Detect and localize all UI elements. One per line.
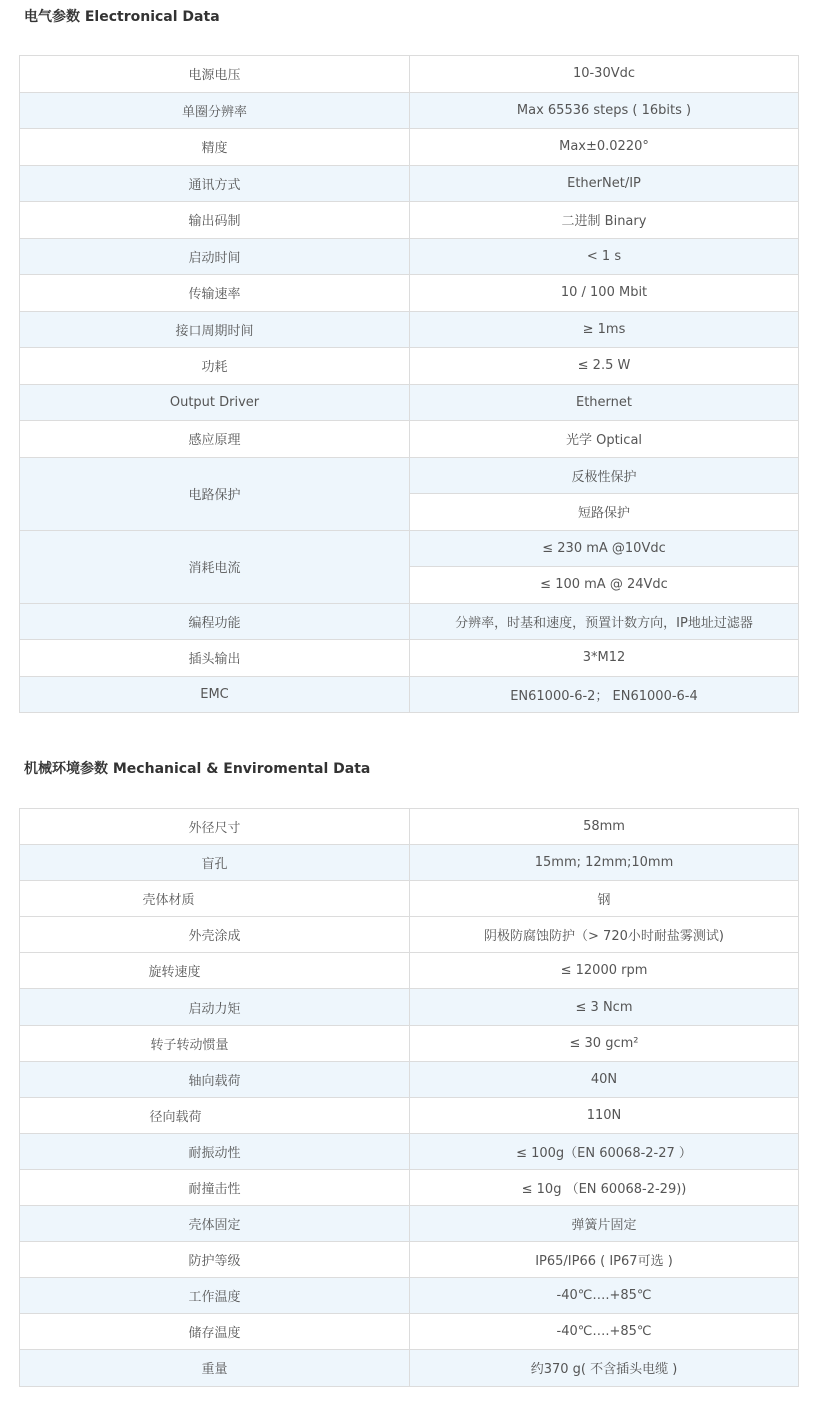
spec-value: 光学 Optical — [410, 421, 799, 458]
spec-value: 钢 — [410, 881, 799, 917]
spec-value: -40℃….+85℃ — [410, 1314, 799, 1350]
spec-value: 弹簧片固定 — [410, 1206, 799, 1242]
table-row — [20, 238, 799, 275]
spec-value: 110N — [410, 1097, 799, 1133]
spec-value: ≤ 12000 rpm — [410, 953, 799, 989]
mechanical-spec-table — [19, 808, 799, 1387]
electrical-section-title: 电气参数 Electronical Data — [24, 9, 220, 25]
table-row — [20, 129, 799, 166]
electrical-spec-table — [19, 55, 799, 713]
table-row — [20, 953, 799, 989]
spec-label: 输出码制 — [20, 202, 410, 239]
spec-label: 单圈分辨率 — [20, 92, 410, 129]
table-row — [20, 989, 799, 1025]
spec-label: 重量 — [20, 1350, 410, 1386]
spec-label: Output Driver — [20, 384, 410, 421]
table-row — [20, 421, 799, 458]
table-row — [20, 1242, 799, 1278]
spec-label: 编程功能 — [20, 603, 410, 640]
spec-label: 耐振动性 — [20, 1133, 410, 1169]
spec-label: 外径尺寸 — [20, 809, 410, 845]
table-row — [20, 165, 799, 202]
table-row — [20, 1025, 799, 1061]
spec-label: 插头输出 — [20, 640, 410, 677]
spec-value: EtherNet/IP — [410, 165, 799, 202]
spec-value: ≤ 100g（EN 60068-2-27 ） — [410, 1133, 799, 1169]
table-row — [20, 275, 799, 312]
table-row — [20, 676, 799, 713]
spec-label: 防护等级 — [20, 1242, 410, 1278]
spec-label: 旋转速度 — [20, 953, 410, 989]
spec-label: 通讯方式 — [20, 165, 410, 202]
table-row — [20, 457, 799, 494]
spec-label: 精度 — [20, 129, 410, 166]
table-row — [20, 845, 799, 881]
spec-label: 感应原理 — [20, 421, 410, 458]
spec-value: 约370 g( 不含插头电缆 ) — [410, 1350, 799, 1386]
table-row — [20, 1097, 799, 1133]
spec-label: 启动时间 — [20, 238, 410, 275]
spec-label: 传输速率 — [20, 275, 410, 312]
table-row — [20, 603, 799, 640]
spec-label: EMC — [20, 676, 410, 713]
spec-value: Ethernet — [410, 384, 799, 421]
table-row — [20, 1061, 799, 1097]
table-row — [20, 384, 799, 421]
table-row — [20, 809, 799, 845]
spec-label: 转子转动惯量 — [20, 1025, 410, 1061]
table-row — [20, 348, 799, 385]
table-row — [20, 881, 799, 917]
spec-value: Max±0.0220° — [410, 129, 799, 166]
spec-value: ≤ 10g （EN 60068-2-29)) — [410, 1169, 799, 1205]
spec-value: ≤ 3 Ncm — [410, 989, 799, 1025]
table-row — [20, 1350, 799, 1386]
table-row — [20, 1314, 799, 1350]
spec-value: EN61000-6-2； EN61000-6-4 — [410, 676, 799, 713]
spec-label: 耐撞击性 — [20, 1169, 410, 1205]
table-row — [20, 311, 799, 348]
spec-label: 盲孔 — [20, 845, 410, 881]
spec-label: 储存温度 — [20, 1314, 410, 1350]
spec-label: 电源电压 — [20, 56, 410, 93]
table-row — [20, 640, 799, 677]
spec-value: < 1 s — [410, 238, 799, 275]
spec-label: 功耗 — [20, 348, 410, 385]
spec-label: 启动力矩 — [20, 989, 410, 1025]
spec-value: ≥ 1ms — [410, 311, 799, 348]
spec-value: 阴极防腐蚀防护（> 720小时耐盐雾测试) — [410, 917, 799, 953]
spec-value: 10-30Vdc — [410, 56, 799, 93]
table-row — [20, 530, 799, 567]
spec-value: 15mm; 12mm;10mm — [410, 845, 799, 881]
spec-value: 40N — [410, 1061, 799, 1097]
spec-value: 10 / 100 Mbit — [410, 275, 799, 312]
spec-label: 轴向载荷 — [20, 1061, 410, 1097]
spec-value: 二进制 Binary — [410, 202, 799, 239]
spec-value: 58mm — [410, 809, 799, 845]
table-row — [20, 1278, 799, 1314]
spec-label: 径向载荷 — [20, 1097, 410, 1133]
spec-value: ≤ 230 mA @10Vdc — [410, 530, 799, 567]
spec-label: 壳体固定 — [20, 1206, 410, 1242]
spec-value: ≤ 30 gcm² — [410, 1025, 799, 1061]
table-row — [20, 56, 799, 93]
spec-value: ≤ 100 mA @ 24Vdc — [410, 567, 799, 604]
spec-label: 接口周期时间 — [20, 311, 410, 348]
spec-value: ≤ 2.5 W — [410, 348, 799, 385]
spec-label: 工作温度 — [20, 1278, 410, 1314]
table-row — [20, 1169, 799, 1205]
spec-label: 壳体材质 — [20, 881, 410, 917]
spec-label: 外壳涂成 — [20, 917, 410, 953]
spec-value: Max 65536 steps ( 16bits ) — [410, 92, 799, 129]
mechanical-section-title: 机械环境参数 Mechanical & Enviromental Data — [24, 761, 371, 777]
spec-value: 短路保护 — [410, 494, 799, 531]
table-row — [20, 92, 799, 129]
table-row — [20, 1206, 799, 1242]
table-row — [20, 1133, 799, 1169]
table-row — [20, 202, 799, 239]
spec-value: 3*M12 — [410, 640, 799, 677]
spec-value: -40℃….+85℃ — [410, 1278, 799, 1314]
spec-label: 消耗电流 — [20, 530, 410, 603]
spec-value: 分辨率，时基和速度，预置计数方向，IP地址过滤器 — [410, 603, 799, 640]
table-row — [20, 917, 799, 953]
spec-value: IP65/IP66 ( IP67可选 ) — [410, 1242, 799, 1278]
spec-label: 电路保护 — [20, 457, 410, 530]
spec-value: 反极性保护 — [410, 457, 799, 494]
